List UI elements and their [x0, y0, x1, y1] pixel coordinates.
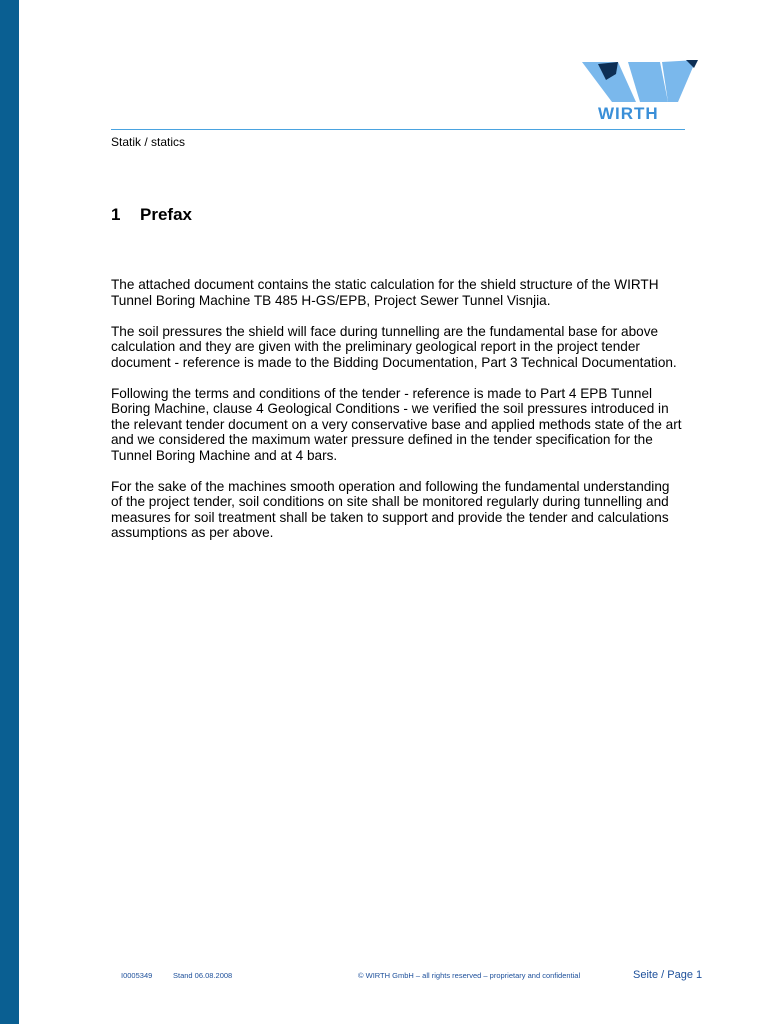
footer-doc-id: I0005349: [121, 971, 153, 980]
text-line: Tunnel Boring Machine TB 485 H-GS/EPB, Project Sewer Tunnel Visnjia.: [111, 292, 551, 308]
footer-page-number: Seite / Page 1: [633, 969, 703, 981]
text-line: Tunnel Boring Machine and at 4 bars.: [111, 447, 338, 463]
paragraph: [111, 479, 711, 541]
wirth-logo: [578, 58, 704, 128]
footer-copyright: © WIRTH GmbH – all rights reserved – proprietary and confidential: [358, 971, 581, 980]
text-line: measures for soil treatment shall be taken to support and provide the tender and calculations: [111, 509, 669, 525]
text-line: The attached document contains the static calculation for the shield structure of the WIRTH: [111, 277, 659, 292]
text-line: For the sake of the machines smooth operation and following the fundamental understanding: [111, 478, 670, 494]
text-line: assumptions as per above.: [111, 525, 274, 540]
logo-text: WIRTH: [598, 104, 659, 123]
document-body: [111, 277, 711, 556]
section-heading: [111, 205, 192, 225]
text-line: Boring Machine, clause 4 Geological Conditions - we verified the soil pressures introduced in: [111, 401, 669, 416]
section-title: Prefax: [140, 205, 192, 224]
text-line: document - reference is made to the Bidding Documentation, Part 3 Technical Documentation.: [111, 354, 677, 370]
header-label: Statik / statics: [111, 135, 186, 149]
footer-stand: Stand 06.08.2008: [173, 971, 233, 980]
left-accent-bar: [0, 0, 19, 1024]
header-rule: [111, 129, 685, 130]
text-line: and we considered the maximum water pressure defined in the tender specification for the: [111, 432, 653, 447]
paragraph: [111, 386, 711, 464]
wirth-logo-icon: [578, 58, 704, 108]
text-line: Following the terms and conditions of the tender - reference is made to Part 4 EPB Tunnel: [111, 385, 653, 401]
paragraph: [111, 277, 711, 308]
paragraph: [111, 324, 711, 371]
text-line: the relevant tender document on a very conservative base and applied methods state of the art: [111, 416, 682, 432]
text-line: calculation and they are given with the preliminary geological report in the project tender: [111, 339, 640, 354]
section-number: 1: [111, 205, 121, 224]
text-line: of the project tender, soil conditions on site shall be monitored regularly during tunnelling and: [111, 494, 669, 509]
text-line: The soil pressures the shield will face during tunnelling are the fundamental base for above: [111, 323, 659, 339]
